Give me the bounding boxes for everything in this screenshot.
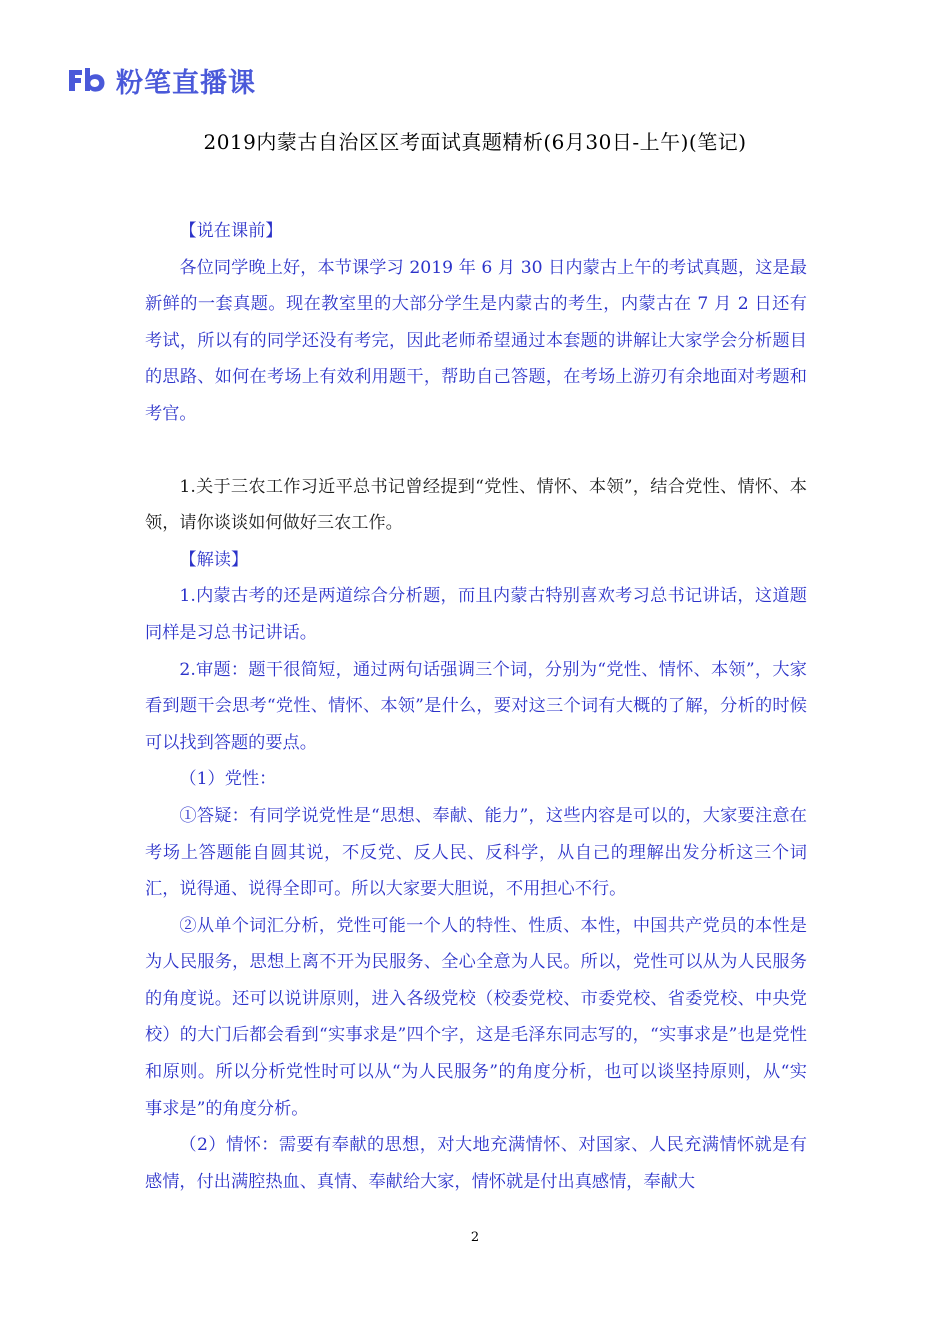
analysis-point-2: 2.审题：题干很简短，通过两句话强调三个词，分别为“党性、情怀、本领”，大家看到题干会思考“党性、情怀、本领”是什么，要对这三个词有大概的了解，分析的时候可以找到答题的要点。 [145,659,807,753]
brand-logo [66,62,256,98]
question-paragraph: 1.关于三农工作习近平总书记曾经提到“党性、情怀、本领”，结合党性、情怀、本领，请你谈谈如何做好三农工作。 [145,476,807,534]
spacer [145,433,807,469]
analysis-point-1: 1.内蒙古考的还是两道综合分析题，而且内蒙古特别喜欢考习总书记讲话，这道题同样是习总书记讲话。 [145,586,807,643]
analysis-point-word: ②从单个词汇分析，党性可能一个人的特性、性质、本性，中国共产党员的本性是为人民服务，思想上离不开为民服务、全心全意为人民。所以，党性可以从为人民服务的角度说。还可以说讲原则，进入各级党校（校委党校、市委党校、省委党校、中央党校）的大门后都会看到“实事求是”四个字，这是毛泽东同志写的，“实事求是”也是党性和原则。所以分析党性时可以从“为人民服务”的角度分析，也可以谈坚持原则，从“实事求是”的角度分析。 [145,915,807,1119]
intro-label: 【说在课前】 [179,221,283,241]
page-number: 2 [470,1230,480,1245]
analysis-label: 【解读】 [179,549,249,570]
brand-name: 粉笔直播课 [116,67,256,99]
analysis-point-qa: ①答疑：有同学说党性是“思想、奉献、能力”，这些内容是可以的，大家要注意在考场上答题能自圆其说，不反党、反人民、反科学，从自己的理解出发分析这三个词汇，说得通、说得全即可。所以大家要大胆说，不用担心不行。 [145,805,807,900]
analysis-subheading-party: （1）党性： [179,769,277,790]
document-body [145,213,807,1200]
analysis-subheading-feeling: （2）情怀：需要有奉献的思想，对大地充满情怀、对国家、人民充满情怀就是有感情，付出满腔热血、真情、奉献给大家，情怀就是付出真感情，奉献大 [145,1135,807,1192]
document-title: 2019内蒙古自治区区考面试真题精析(6月30日-上午)(笔记) [203,130,747,154]
intro-paragraph: 各位同学晚上好，本节课学习 2019 年 6 月 30 日内蒙古上午的考试真题，这是最新鲜的一套真题。现在教室里的大部分学生是内蒙古的考生，内蒙古在 7 月 2 日还有考试，所以有的同学还没有考完，因此老师希望通过本套题的讲解让大家学会分析题目的思路、如何在考场上有效利用题干，帮助自己答题，在考场上游刃有余地面对考题和考官。 [145,257,807,424]
fenbi-logo-icon [66,65,108,95]
